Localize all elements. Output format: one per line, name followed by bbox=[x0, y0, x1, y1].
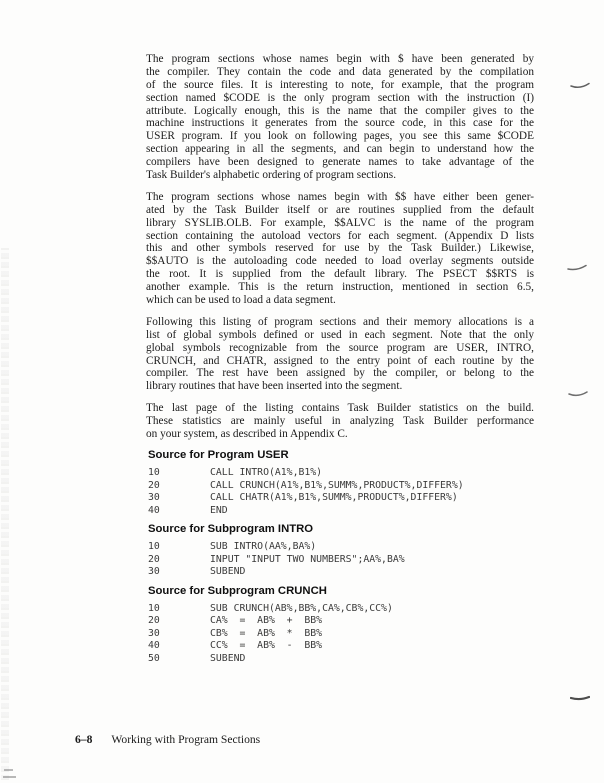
line-number: 50 bbox=[148, 652, 160, 664]
pen-mark bbox=[570, 81, 590, 91]
paragraph-4 bbox=[146, 402, 534, 441]
code-listings bbox=[148, 449, 578, 671]
body-line: this and other symbols reserved for use by the Task Builder.) Likewise, bbox=[146, 242, 534, 255]
code-section-intro bbox=[148, 523, 578, 579]
line-number: 40 bbox=[148, 504, 160, 516]
pen-mark bbox=[567, 263, 587, 273]
body-line: Task Builder's alphabetic ordering of program sections. bbox=[146, 169, 397, 182]
section-heading: Source for Subprogram CRUNCH bbox=[148, 584, 327, 597]
line-number: 30 bbox=[148, 627, 160, 639]
code-text: CALL CHATR(A1%,B1%,SUMM%,PRODUCT%,DIFFER%) bbox=[210, 492, 458, 503]
footer-title: Working with Program Sections bbox=[111, 733, 261, 746]
body-line: on your system, as described in Appendix C. bbox=[146, 428, 348, 441]
body-line: library routines that have been inserted into the segment. bbox=[146, 380, 403, 393]
pen-mark bbox=[568, 389, 588, 399]
body-line: section named $CODE is the only program section with the instruction (I) bbox=[146, 91, 534, 104]
line-number: 10 bbox=[148, 602, 160, 614]
paragraph-1 bbox=[146, 53, 534, 182]
code-line bbox=[148, 480, 578, 493]
code-text: INPUT "INPUT TWO NUMBERS";AA%,BA% bbox=[210, 553, 405, 565]
code-text: SUBEND bbox=[210, 652, 246, 664]
body-line: another example. This is the return instruction, mentioned in section 6.5, bbox=[146, 281, 534, 294]
code-text: SUB CRUNCH(AB%,BB%,CA%,CB%,CC%) bbox=[210, 602, 393, 614]
code-line bbox=[148, 615, 578, 628]
code-section-crunch bbox=[148, 585, 578, 666]
code-line bbox=[148, 554, 578, 567]
code-text: CC% = AB% - BB% bbox=[210, 640, 323, 651]
body-line: machine instructions it generates from the source code, in this case for the bbox=[146, 117, 534, 130]
line-number: 20 bbox=[148, 553, 160, 565]
body-line: The program sections whose names begin with $$ have either been gener- bbox=[146, 190, 534, 203]
body-line: section appearing in all the segments, and can begin to understand how the bbox=[146, 143, 534, 156]
body-text bbox=[146, 53, 534, 450]
code-line bbox=[148, 628, 578, 641]
body-line: library SYSLIB.OLB. For example, $$ALVC is the name of the program bbox=[146, 216, 534, 229]
body-line: global symbols recognizable from the source program are USER, INTRO, bbox=[146, 341, 534, 354]
body-line: USER program. If you look on following pages, you see this same $CODE bbox=[146, 130, 534, 143]
code-text: CALL INTRO(A1%,B1%) bbox=[210, 467, 323, 478]
code-text: SUB INTRO(AA%,BA%) bbox=[210, 541, 317, 552]
code-text: CB% = AB% * BB% bbox=[210, 627, 323, 639]
code-line bbox=[148, 492, 578, 505]
line-number: 30 bbox=[148, 566, 160, 577]
code-line bbox=[148, 467, 578, 480]
code-line bbox=[148, 653, 578, 666]
code-text: CA% = AB% + BB% bbox=[210, 615, 323, 626]
code-text: SUBEND bbox=[210, 566, 246, 577]
body-line: attribute. Logically enough, this is the name that the compiler gives to the bbox=[146, 104, 534, 117]
code-text: CALL CRUNCH(A1%,B1%,SUMM%,PRODUCT%,DIFFER%) bbox=[210, 479, 464, 491]
body-line: list of global symbols defined or used in each segment. Note that the only bbox=[146, 328, 534, 341]
code-section-user bbox=[148, 449, 578, 517]
section-heading: Source for Program USER bbox=[148, 449, 289, 461]
body-line: which can be used to load a data segment. bbox=[146, 294, 336, 307]
code-line bbox=[148, 505, 578, 518]
body-line: ated by the Task Builder itself or are routines supplied from the default bbox=[146, 203, 534, 216]
body-line: of the source files. It is interesting to note, for example, that the program bbox=[146, 78, 534, 91]
scan-speck bbox=[4, 769, 13, 771]
pen-mark bbox=[570, 693, 590, 703]
paragraph-2 bbox=[146, 191, 534, 307]
code-line bbox=[148, 640, 578, 653]
line-number: 20 bbox=[148, 615, 160, 626]
body-line: These statistics are mainly useful in analyzing Task Builder performance bbox=[146, 415, 534, 428]
body-line: The program sections whose names begin with $ have been generated by bbox=[146, 53, 534, 65]
body-line: compiler. The rest have been assigned by the compiler, or belong to the bbox=[146, 367, 534, 380]
scan-speck bbox=[3, 776, 16, 778]
body-line: the compiler. They contain the code and data generated by the compilation bbox=[146, 65, 534, 78]
body-line: The last page of the listing contains Task Builder statistics on the build. bbox=[146, 402, 534, 415]
code-line bbox=[148, 541, 578, 554]
body-line: $$AUTO is the autoloading code needed to load overlay segments outside bbox=[146, 255, 534, 268]
section-heading: Source for Subprogram INTRO bbox=[148, 523, 314, 535]
page-footer bbox=[75, 733, 260, 746]
code-line bbox=[148, 603, 578, 616]
line-number: 20 bbox=[148, 479, 160, 491]
body-line: compilers have been designed to generate names to take advantage of the bbox=[146, 156, 534, 169]
page-number: 6–8 bbox=[75, 733, 93, 746]
line-number: 10 bbox=[148, 541, 160, 552]
code-block bbox=[148, 603, 578, 666]
line-number: 40 bbox=[148, 640, 160, 651]
line-number: 10 bbox=[148, 467, 160, 478]
code-block bbox=[148, 541, 578, 579]
code-block bbox=[148, 467, 578, 517]
line-number: 30 bbox=[148, 492, 160, 503]
body-line: Following this listing of program sections and their memory allocations is a bbox=[146, 315, 534, 328]
code-line bbox=[148, 566, 578, 579]
code-text: END bbox=[210, 504, 228, 516]
body-line: the root. It is supplied from the default library. The PSECT $$RTS is bbox=[146, 268, 534, 281]
body-line: CRUNCH, and CHATR, assigned to the entry point of each routine by the bbox=[146, 354, 534, 367]
body-line: section containing the autoload vectors for each segment. (Appendix D lists bbox=[146, 229, 534, 242]
scan-edge-artifact bbox=[1, 248, 9, 780]
paragraph-3 bbox=[146, 316, 534, 393]
